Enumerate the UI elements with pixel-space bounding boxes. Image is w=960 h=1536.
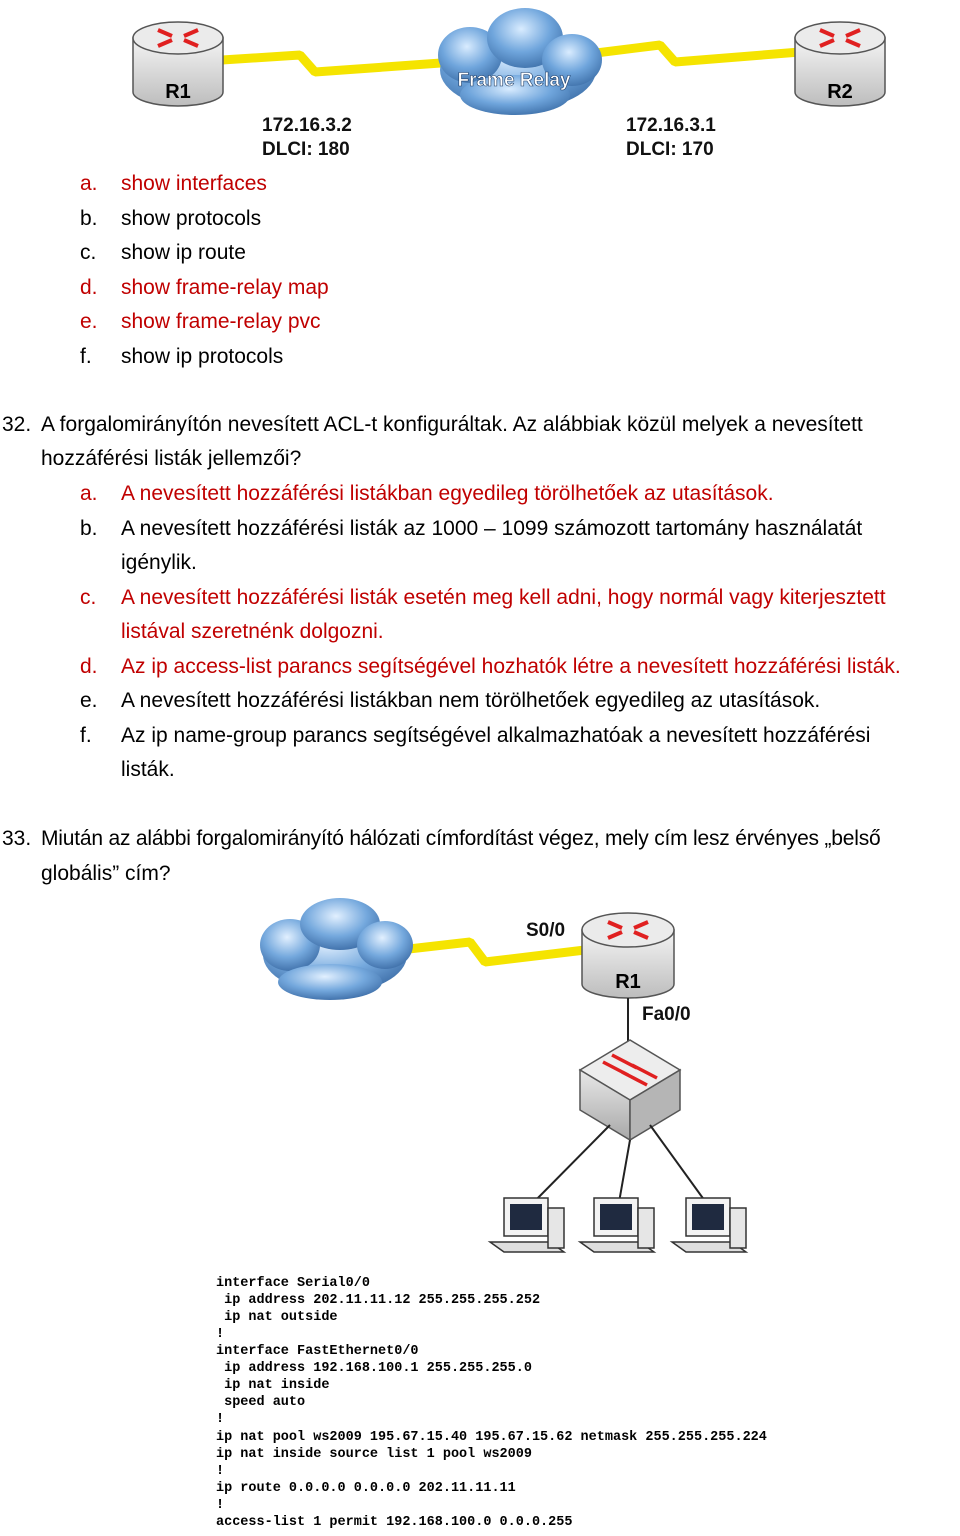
fa0-label: Fa0/0 [642, 1004, 691, 1025]
config-line: access-list 1 permit 192.168.100.0 0.0.0.255 [216, 1515, 573, 1530]
link-cloud-r1 [400, 942, 585, 962]
config-line: ip nat pool ws2009 195.67.15.40 195.67.15.62 netmask 255.255.255.224 [216, 1430, 767, 1445]
config-line: ip nat inside [216, 1378, 330, 1393]
internet-cloud-icon [260, 898, 413, 1000]
r2-label: R2 [827, 81, 853, 103]
cloud-label: Frame Relay [457, 70, 571, 91]
s0-label: S0/0 [526, 920, 566, 941]
config-line: ! [216, 1412, 225, 1427]
pc-icon [580, 1198, 654, 1252]
config-line: ip nat outside [216, 1310, 338, 1325]
switch-icon [580, 1040, 680, 1140]
link-r1-cloud [222, 55, 455, 72]
pc-icon [672, 1198, 746, 1252]
r1-dlci: DLCI: 180 [262, 139, 350, 160]
config-line: ! [216, 1464, 225, 1479]
q32-number: 32. [2, 413, 32, 436]
frame-relay-cloud-icon [438, 8, 602, 115]
pc-icon [490, 1198, 564, 1252]
q32-text-line1: A forgalomirányítón nevesített ACL-t konfiguráltak. Az alábbiak közül melyek a nevesített [41, 413, 863, 436]
config-line: ip route 0.0.0.0 0.0.0.0 202.11.11.11 [216, 1481, 516, 1496]
config-line: interface FastEthernet0/0 [216, 1344, 419, 1359]
q33-number: 33. [2, 827, 32, 850]
r2-dlci: DLCI: 170 [626, 139, 714, 160]
switch-pc-links [528, 1125, 710, 1208]
config-line: ip nat inside source list 1 pool ws2009 [216, 1447, 532, 1462]
config-line: speed auto [216, 1395, 306, 1410]
config-line: ip address 192.168.100.1 255.255.255.0 [216, 1361, 532, 1376]
r1-label: R1 [165, 81, 191, 103]
config-line: ! [216, 1327, 225, 1342]
nat-topology-diagram [0, 890, 960, 1270]
r1-label: R1 [615, 971, 641, 993]
link-cloud-r2 [580, 45, 800, 62]
r2-ip: 172.16.3.1 [626, 115, 716, 136]
q33-text-line1: Miután az alábbi forgalomirányító hálózati címfordítást végez, mely cím lesz érvényes „belső [41, 827, 881, 850]
q32-text-line2: hozzáférési listák jellemzői? [41, 447, 302, 470]
frame-relay-diagram [0, 0, 960, 170]
r1-ip: 172.16.3.2 [262, 115, 352, 136]
config-line: ! [216, 1498, 225, 1513]
config-line: ip address 202.11.11.12 255.255.255.252 [216, 1293, 541, 1308]
q33-text-line2: globális” cím? [41, 862, 171, 885]
config-line: interface Serial0/0 [216, 1276, 370, 1291]
